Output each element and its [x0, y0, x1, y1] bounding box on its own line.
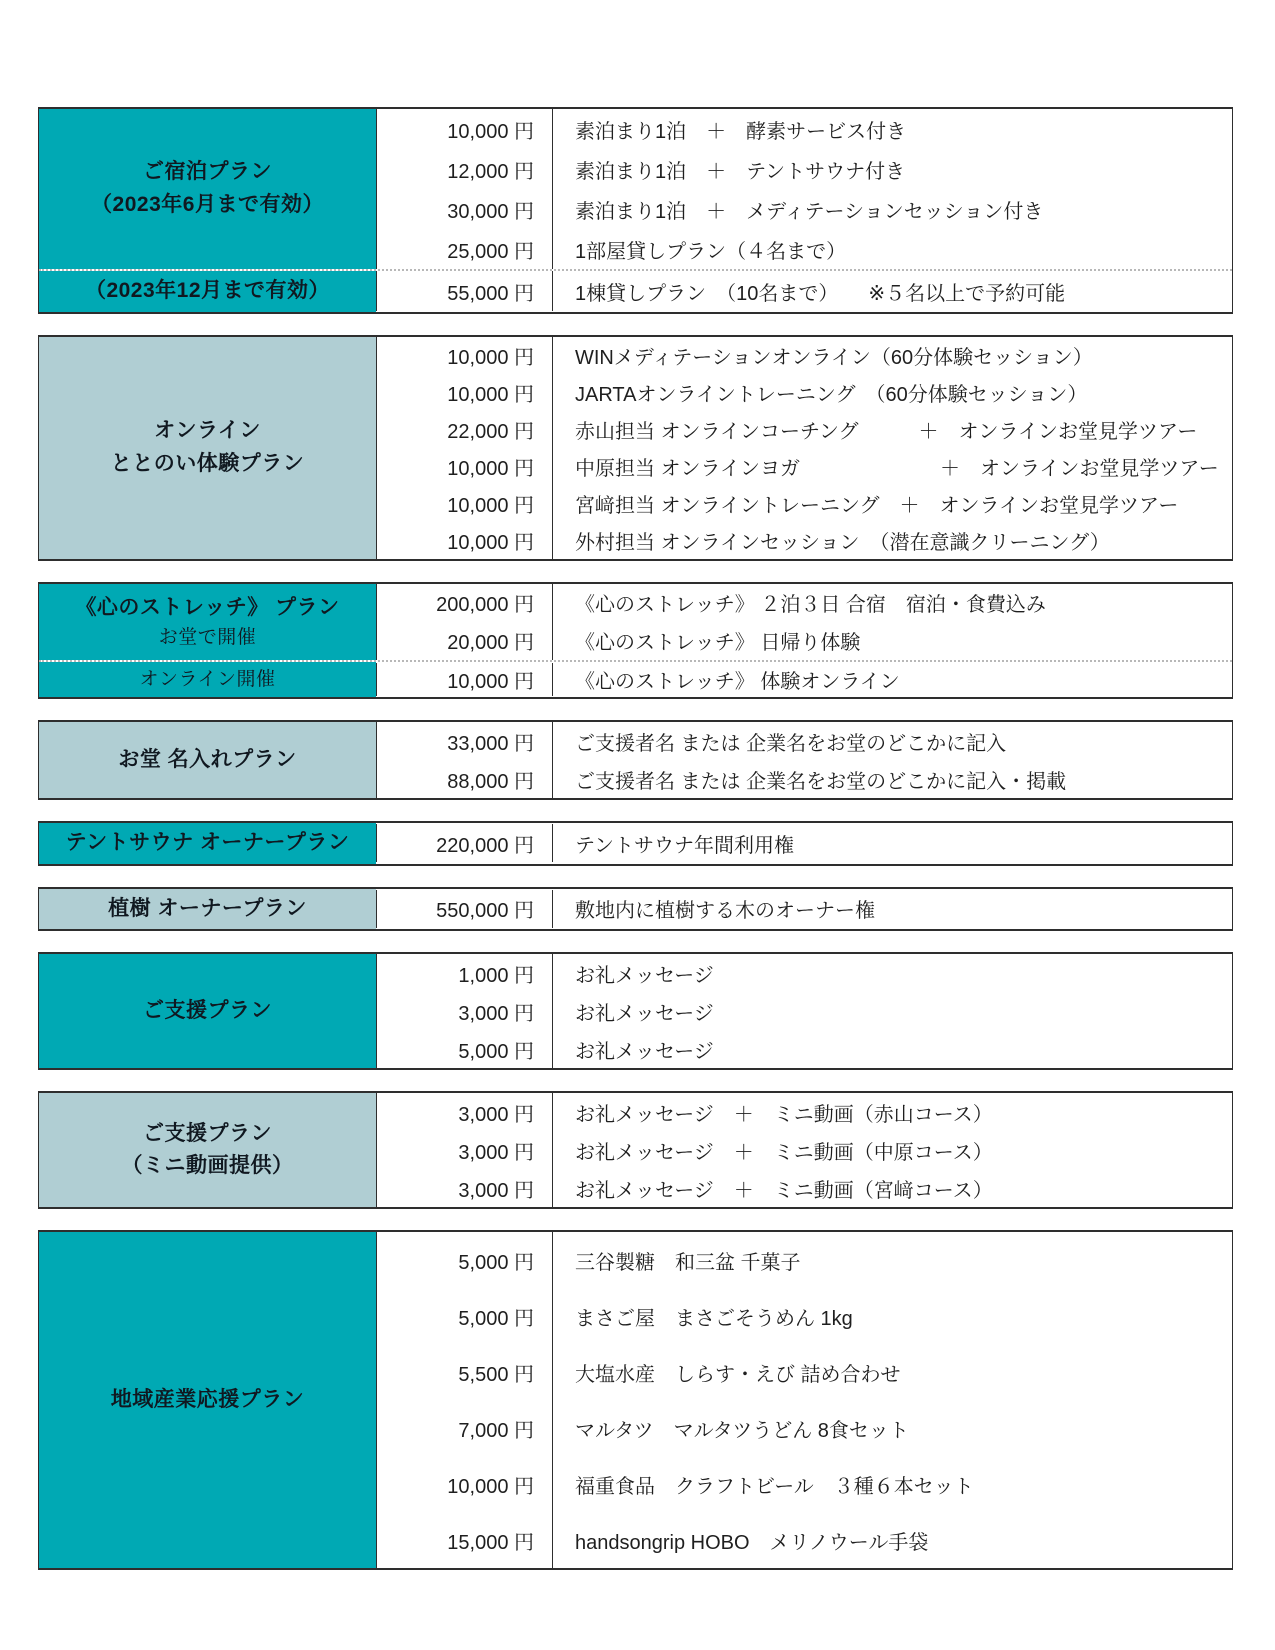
- price-cell: 5,000 円: [376, 1232, 553, 1288]
- description-cell: 大塩水産 しらす・えび 詰め合わせ: [575, 1363, 901, 1386]
- plan-table-tent-sauna-owner-plan: [38, 821, 1233, 866]
- plan-rows: [376, 584, 1232, 660]
- price-cell: 15,000 円: [376, 1512, 553, 1568]
- plan-header-line: （2023年12月まで有効）: [84, 279, 331, 302]
- description-cell: 《心のストレッチ》 体験オンライン: [575, 670, 900, 693]
- price-cell: 25,000 円: [376, 229, 553, 269]
- plan-section: [39, 1093, 1232, 1207]
- price-cell: 1,000 円: [376, 954, 553, 992]
- price-cell: 3,000 円: [376, 1131, 553, 1169]
- description-cell: お礼メッセージ: [575, 1002, 714, 1025]
- description-cell: お礼メッセージ: [575, 964, 714, 987]
- plan-table-odo-name-plan: [38, 720, 1233, 800]
- price-cell: 10,000 円: [376, 448, 553, 485]
- price-cell: 3,000 円: [376, 992, 553, 1030]
- description-cell: お礼メッセージ ＋ ミニ動画（中原コース）: [575, 1141, 993, 1164]
- plan-rows: [376, 823, 1232, 864]
- price-cell: 220,000 円: [376, 824, 553, 862]
- table-row: [376, 522, 1232, 559]
- plan-table-online-totonoi-plan: [38, 335, 1233, 561]
- table-row: [376, 1169, 1232, 1207]
- plan-section: [39, 722, 1232, 798]
- plan-header-cell: [39, 1232, 376, 1568]
- description-cell: 敷地内に植樹する木のオーナー権: [575, 900, 875, 923]
- description-cell: 福重食品 クラフトビール ３種６本セット: [575, 1475, 974, 1498]
- price-cell: 10,000 円: [376, 522, 553, 559]
- table-row: [376, 337, 1232, 374]
- description-cell: JARTAオンライントレーニング （60分体験セッション）: [575, 383, 1088, 406]
- plan-rows: [376, 337, 1232, 559]
- table-row: [376, 1344, 1232, 1400]
- description-cell: 素泊まり1泊 ＋ メディテーションセッション付き: [575, 200, 1044, 223]
- plan-section: [39, 584, 1232, 660]
- price-cell: 3,000 円: [376, 1169, 553, 1207]
- price-cell: 30,000 円: [376, 189, 553, 229]
- table-row: [376, 584, 1232, 622]
- plan-table-kokoro-stretch-plan: [38, 582, 1233, 700]
- description-cell: お礼メッセージ: [575, 1040, 714, 1063]
- description-cell: 1棟貸しプラン （10名まで） ※５名以上で予約可能: [575, 282, 1066, 305]
- description-cell: お礼メッセージ ＋ ミニ動画（宮﨑コース）: [575, 1179, 993, 1202]
- price-cell: 7,000 円: [376, 1400, 553, 1456]
- table-row: [376, 189, 1232, 229]
- plan-section: [39, 269, 1232, 312]
- price-cell: 3,000 円: [376, 1093, 553, 1131]
- plan-tables-container: [38, 107, 1233, 1570]
- plan-header-line: 地域産業応援プラン: [110, 1387, 305, 1411]
- price-cell: 22,000 円: [376, 411, 553, 448]
- plan-header-line: 植樹 オーナープラン: [108, 896, 307, 920]
- price-cell: 5,000 円: [376, 1288, 553, 1344]
- plan-header-cell: [39, 337, 376, 559]
- price-cell: 550,000 円: [376, 890, 553, 928]
- plan-section: [39, 889, 1232, 930]
- table-row: [376, 149, 1232, 189]
- plan-header-line: お堂 名入れプラン: [118, 747, 297, 771]
- description-cell: 赤山担当 オンラインコーチング ＋ オンラインお堂見学ツアー: [575, 420, 1198, 443]
- table-row: [376, 411, 1232, 448]
- plan-header-cell: [39, 1093, 376, 1207]
- description-cell: 素泊まり1泊 ＋ 酵素サービス付き: [575, 120, 907, 143]
- plan-header-line: （2023年6月まで有効）: [91, 193, 324, 216]
- description-cell: まさご屋 まさごそうめん 1kg: [575, 1307, 853, 1330]
- description-cell: handsongrip HOBO メリノウール手袋: [575, 1531, 929, 1554]
- plan-table-support-plan-mini-video: [38, 1091, 1233, 1209]
- price-cell: 10,000 円: [376, 374, 553, 411]
- plan-rows: [376, 1093, 1232, 1207]
- plan-header-line: ととのい体験プラン: [110, 451, 305, 475]
- price-cell: 20,000 円: [376, 622, 553, 660]
- plan-rows: [376, 271, 1232, 312]
- table-row: [376, 1030, 1232, 1068]
- description-cell: WINメディテーションオンライン（60分体験セッション）: [575, 346, 1093, 369]
- plan-rows: [376, 109, 1232, 269]
- plan-rows: [376, 662, 1232, 698]
- description-cell: テントサウナ年間利用権: [575, 834, 794, 857]
- description-cell: ご支援者名 または 企業名をお堂のどこかに記入: [575, 732, 1007, 755]
- price-cell: 33,000 円: [376, 722, 553, 760]
- plan-header-cell: [39, 271, 376, 312]
- plan-header-cell: [39, 584, 376, 660]
- table-row: [376, 448, 1232, 485]
- plan-rows: [376, 954, 1232, 1068]
- table-row: [376, 760, 1232, 798]
- plan-table-lodging-plan: [38, 107, 1233, 314]
- plan-section: [39, 823, 1232, 864]
- price-cell: 10,000 円: [376, 337, 553, 374]
- plan-rows: [376, 1232, 1232, 1568]
- price-cell: 10,000 円: [376, 663, 553, 696]
- table-row: [376, 374, 1232, 411]
- description-cell: 1部屋貸しプラン（４名まで）: [575, 240, 847, 263]
- description-cell: 三谷製糖 和三盆 千菓子: [575, 1251, 801, 1274]
- description-cell: 素泊まり1泊 ＋ テントサウナ付き: [575, 160, 906, 183]
- description-cell: 中原担当 オンラインヨガ ＋ オンラインお堂見学ツアー: [575, 457, 1219, 480]
- table-row: [376, 722, 1232, 760]
- description-cell: ご支援者名 または 企業名をお堂のどこかに記入・掲載: [575, 770, 1067, 793]
- table-row: [376, 1131, 1232, 1169]
- plan-section: [39, 954, 1232, 1068]
- plan-header-line: お堂で開催: [158, 627, 257, 649]
- table-row: [376, 890, 1232, 928]
- description-cell: お礼メッセージ ＋ ミニ動画（赤山コース）: [575, 1103, 993, 1126]
- plan-rows: [376, 722, 1232, 798]
- table-row: [376, 1456, 1232, 1512]
- plan-section: [39, 1232, 1232, 1568]
- table-row: [376, 1512, 1232, 1568]
- table-row: [376, 1232, 1232, 1288]
- table-row: [376, 1400, 1232, 1456]
- description-cell: マルタツ マルタツうどん 8食セット: [575, 1419, 909, 1442]
- plan-header-cell: [39, 954, 376, 1068]
- table-row: [376, 663, 1232, 696]
- plan-section: [39, 660, 1232, 698]
- price-cell: 55,000 円: [376, 271, 553, 311]
- plan-header-line: ご支援プラン: [143, 1121, 272, 1145]
- plan-header-line: （ミニ動画提供）: [121, 1154, 294, 1178]
- plan-header-cell: [39, 823, 376, 864]
- table-row: [376, 1093, 1232, 1131]
- price-cell: 12,000 円: [376, 149, 553, 189]
- table-row: [376, 954, 1232, 992]
- plan-section: [39, 109, 1232, 269]
- description-cell: 《心のストレッチ》 日帰り体験: [575, 632, 861, 655]
- price-cell: 5,000 円: [376, 1030, 553, 1068]
- table-row: [376, 824, 1232, 862]
- plan-header-line: ご支援プラン: [143, 998, 272, 1022]
- plan-header-cell: [39, 889, 376, 930]
- plan-header-line: 《心のストレッチ》 プラン: [75, 595, 340, 619]
- plan-table-local-industry-plan: [38, 1230, 1233, 1570]
- plan-header-cell: [39, 722, 376, 798]
- price-cell: 10,000 円: [376, 485, 553, 522]
- plan-header-line: ご宿泊プラン: [143, 160, 272, 184]
- table-row: [376, 485, 1232, 522]
- plan-table-support-plan: [38, 952, 1233, 1070]
- price-cell: 5,500 円: [376, 1344, 553, 1400]
- table-row: [376, 229, 1232, 269]
- price-cell: 200,000 円: [376, 584, 553, 622]
- plan-table-tree-owner-plan: [38, 887, 1233, 932]
- plan-header-cell: [39, 662, 376, 698]
- description-cell: 外村担当 オンラインセッション （潜在意識クリーニング）: [575, 531, 1110, 554]
- plan-header-cell: [39, 109, 376, 269]
- description-cell: 宮﨑担当 オンライントレーニング ＋ オンラインお堂見学ツアー: [575, 494, 1179, 517]
- price-cell: 10,000 円: [376, 109, 553, 149]
- plan-section: [39, 337, 1232, 559]
- price-cell: 88,000 円: [376, 760, 553, 798]
- table-row: [376, 1288, 1232, 1344]
- table-row: [376, 109, 1232, 149]
- plan-rows: [376, 889, 1232, 930]
- plan-header-line: オンライン開催: [139, 668, 276, 690]
- table-row: [376, 622, 1232, 660]
- table-row: [376, 271, 1232, 311]
- price-cell: 10,000 円: [376, 1456, 553, 1512]
- description-cell: 《心のストレッチ》 ２泊３日 合宿 宿泊・食費込み: [575, 594, 1046, 617]
- plan-header-line: オンライン: [154, 419, 261, 442]
- table-row: [376, 992, 1232, 1030]
- plan-header-line: テントサウナ オーナープラン: [65, 831, 350, 855]
